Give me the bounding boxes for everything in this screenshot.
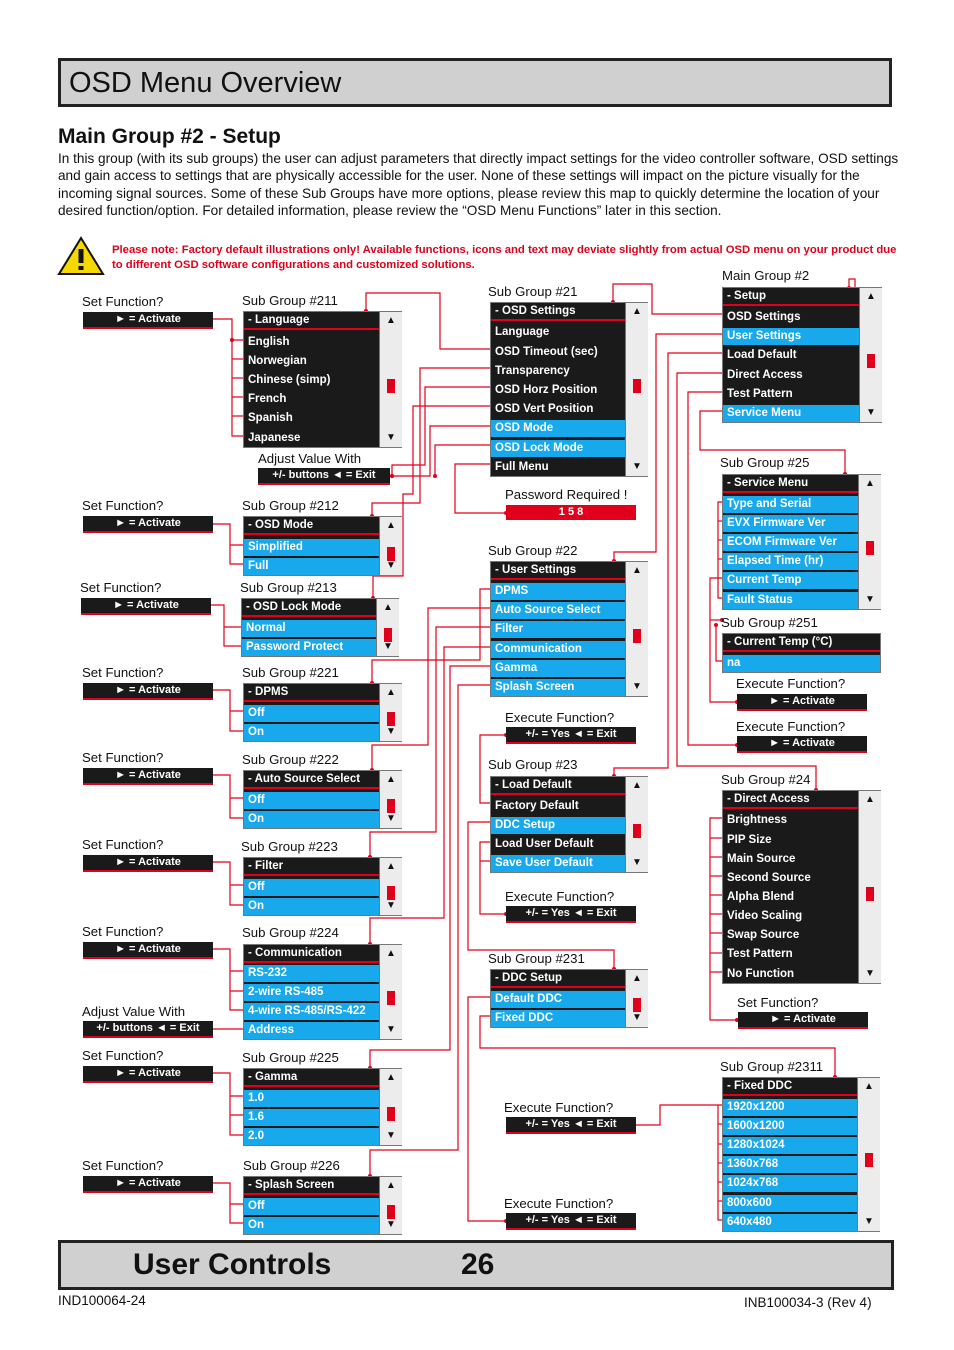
scroll-down-icon[interactable]: ▼ xyxy=(632,681,642,692)
m22-title: Sub Group #22 xyxy=(488,543,578,558)
scroll-thumb[interactable] xyxy=(865,1153,873,1167)
scroll-up-icon[interactable]: ▲ xyxy=(383,602,393,613)
m225-menu-header: - Gamma xyxy=(244,1069,379,1087)
m224-menu xyxy=(243,944,402,1040)
m222-menu-header: - Auto Source Select xyxy=(244,771,379,789)
m211-menu-item[interactable]: Norwegian xyxy=(248,355,307,367)
m221-menu-header: - DPMS xyxy=(244,684,379,702)
m2311-scrollbar[interactable] xyxy=(857,1078,880,1231)
activate-221[interactable]: ► = Activate xyxy=(83,683,213,700)
m226-title: Sub Group #226 xyxy=(243,1158,340,1173)
m22-menu-header: - User Settings xyxy=(491,562,625,580)
m225-scrollbar[interactable] xyxy=(379,1069,402,1145)
m222-menu-item[interactable]: Off xyxy=(244,792,379,809)
m21-menu-header: - OSD Settings xyxy=(491,303,625,321)
m224-menu-item[interactable]: 4-wire RS-485/RS-422 xyxy=(244,1003,379,1020)
m22-scrollbar[interactable] xyxy=(625,562,648,696)
m2311-menu-item[interactable]: 1024x768 xyxy=(723,1175,857,1192)
password-required-label: Password Required ! xyxy=(505,487,628,502)
m213-menu-item[interactable]: Password Protect xyxy=(242,639,376,656)
scroll-down-icon[interactable]: ▼ xyxy=(386,726,396,737)
scroll-up-icon[interactable]: ▲ xyxy=(865,478,875,489)
m231-menu xyxy=(490,969,648,1028)
m251-menu-item[interactable]: na xyxy=(723,655,880,672)
activate-225[interactable]: ► = Activate xyxy=(83,1066,213,1083)
m225-title: Sub Group #225 xyxy=(242,1050,339,1065)
m22-menu-item[interactable]: Communication xyxy=(491,641,625,658)
m212-menu-item[interactable]: Simplified xyxy=(244,539,379,556)
m25-menu-item[interactable]: Fault Status xyxy=(723,592,858,609)
adjust-value-label-211: Adjust Value With xyxy=(258,451,362,466)
m251-menu xyxy=(722,633,881,673)
m211-menu-header: - Language xyxy=(244,312,379,330)
m21-menu-item[interactable]: Full Menu xyxy=(495,461,549,473)
m225-menu-item[interactable]: 1.6 xyxy=(244,1109,379,1126)
m211-menu-item[interactable]: English xyxy=(248,336,290,348)
m2-menu-item[interactable]: OSD Settings xyxy=(727,311,801,323)
m24-menu-item[interactable]: Alpha Blend xyxy=(727,891,795,903)
m211-menu-item[interactable]: French xyxy=(248,393,287,405)
m24-menu-item[interactable]: Main Source xyxy=(727,853,796,865)
scroll-down-icon[interactable]: ▼ xyxy=(865,594,875,605)
page-number: 26 xyxy=(461,1248,495,1281)
m23-scrollbar[interactable] xyxy=(625,777,648,872)
execute-label-default-ddc: Execute Function? xyxy=(504,1196,614,1211)
m25-menu-item[interactable]: Elapsed Time (hr) xyxy=(723,553,858,570)
m24-menu-item[interactable]: Second Source xyxy=(727,872,811,884)
m21-menu-item[interactable]: OSD Lock Mode xyxy=(491,440,625,457)
m213-menu-item[interactable]: Normal xyxy=(242,620,376,637)
yes-exit-user-default[interactable]: +/- = Yes ◄ = Exit xyxy=(506,906,636,923)
m25-title: Sub Group #25 xyxy=(720,455,810,470)
set-function-label-24: Set Function? xyxy=(737,995,819,1010)
m222-title: Sub Group #222 xyxy=(242,752,339,767)
m226-menu-item[interactable]: On xyxy=(244,1217,379,1234)
m2311-title: Sub Group #2311 xyxy=(720,1059,824,1074)
m22-menu xyxy=(490,561,648,697)
m226-menu-header: - Splash Screen xyxy=(244,1177,379,1195)
m25-menu-header: - Service Menu xyxy=(723,475,858,493)
scroll-down-icon[interactable]: ▼ xyxy=(386,1024,396,1035)
m23-menu xyxy=(490,776,648,873)
yes-exit-factory[interactable]: +/- = Yes ◄ = Exit xyxy=(506,727,636,744)
set-function-label-223: Set Function? xyxy=(82,837,164,852)
m223-menu-header: - Filter xyxy=(244,858,379,876)
m21-menu-item[interactable]: Language xyxy=(495,326,550,338)
activate-211[interactable]: ► = Activate xyxy=(83,312,213,329)
connector-line xyxy=(392,387,494,476)
m225-menu-item[interactable]: 1.0 xyxy=(244,1090,379,1107)
m221-title: Sub Group #221 xyxy=(242,665,339,680)
connector-dot xyxy=(433,474,437,478)
m2-menu-item[interactable]: Test Pattern xyxy=(727,388,793,400)
set-function-label-222: Set Function? xyxy=(82,750,164,765)
scroll-thumb[interactable] xyxy=(633,824,641,838)
scroll-up-icon[interactable]: ▲ xyxy=(386,861,396,872)
activate-224[interactable]: ► = Activate xyxy=(83,942,213,959)
m2311-menu-header: - Fixed DDC xyxy=(723,1078,857,1096)
m223-menu-item[interactable]: Off xyxy=(244,879,379,896)
yes-exit-fixed-ddc[interactable]: +/- = Yes ◄ = Exit xyxy=(506,1117,636,1134)
scroll-up-icon[interactable]: ▲ xyxy=(386,1072,396,1083)
activate-226[interactable]: ► = Activate xyxy=(83,1176,213,1193)
m223-title: Sub Group #223 xyxy=(241,839,338,854)
connector-dot xyxy=(390,474,394,478)
execute-label-fixed-ddc: Execute Function? xyxy=(504,1100,614,1115)
scroll-down-icon[interactable]: ▼ xyxy=(386,560,396,571)
m24-menu-item[interactable]: No Function xyxy=(727,968,795,980)
m25-scrollbar[interactable] xyxy=(858,475,881,609)
m24-scrollbar[interactable] xyxy=(858,791,881,983)
m2311-menu-item[interactable]: 800x600 xyxy=(723,1195,857,1212)
m2-title: Main Group #2 xyxy=(722,268,810,283)
set-function-label-224: Set Function? xyxy=(82,924,164,939)
scroll-up-icon[interactable]: ▲ xyxy=(866,291,876,302)
m213-scrollbar[interactable] xyxy=(376,599,399,656)
m213-menu xyxy=(241,598,399,657)
m226-menu xyxy=(243,1176,402,1235)
m224-menu-item[interactable]: 2-wire RS-485 xyxy=(244,984,379,1001)
activate-223[interactable]: ► = Activate xyxy=(83,855,213,872)
m231-scrollbar[interactable] xyxy=(625,970,648,1027)
scroll-down-icon[interactable]: ▼ xyxy=(632,461,642,472)
connector-line xyxy=(392,426,494,476)
m2-menu-item[interactable]: Load Default xyxy=(727,349,797,361)
scroll-down-icon[interactable]: ▼ xyxy=(386,813,396,824)
page-title: OSD Menu Overview xyxy=(69,67,342,99)
m24-menu-item[interactable]: Brightness xyxy=(727,814,788,826)
set-function-label-225: Set Function? xyxy=(82,1048,164,1063)
m25-menu-item[interactable]: ECOM Firmware Ver xyxy=(723,534,858,551)
m22-menu-item[interactable]: Splash Screen xyxy=(491,679,625,696)
set-function-label-212: Set Function? xyxy=(82,498,164,513)
scroll-up-icon[interactable]: ▲ xyxy=(386,687,396,698)
m24-menu xyxy=(722,790,881,984)
adjust-buttons-211[interactable]: +/- buttons ◄ = Exit xyxy=(258,468,390,485)
m23-menu-item[interactable]: Load User Default xyxy=(495,838,594,850)
scroll-thumb[interactable] xyxy=(387,379,395,393)
m222-scrollbar[interactable] xyxy=(379,771,402,828)
execute-label-current-temp: Execute Function? xyxy=(736,676,846,691)
footer-section: User Controls xyxy=(133,1248,332,1281)
m2-menu-item[interactable]: Service Menu xyxy=(723,405,859,422)
execute-label-user-default: Execute Function? xyxy=(505,889,615,904)
m212-scrollbar[interactable] xyxy=(379,517,402,575)
scroll-up-icon[interactable]: ▲ xyxy=(632,306,642,317)
m2311-menu-item[interactable]: 1360x768 xyxy=(723,1156,857,1173)
connector-line xyxy=(435,445,494,476)
scroll-thumb[interactable] xyxy=(633,379,641,393)
scroll-down-icon[interactable]: ▼ xyxy=(383,641,393,652)
m24-menu-item[interactable]: PIP Size xyxy=(727,834,772,846)
m2-menu xyxy=(722,287,882,423)
m21-menu-item[interactable]: OSD Mode xyxy=(491,420,625,437)
m23-title: Sub Group #23 xyxy=(488,757,578,772)
scroll-thumb[interactable] xyxy=(387,1107,395,1121)
connector-dot xyxy=(714,623,718,627)
m222-menu-item[interactable]: On xyxy=(244,811,379,828)
connector-line xyxy=(468,997,506,1221)
m223-scrollbar[interactable] xyxy=(379,858,402,915)
m223-menu xyxy=(243,857,402,916)
scroll-up-icon[interactable]: ▲ xyxy=(386,774,396,785)
scroll-up-icon[interactable]: ▲ xyxy=(386,520,396,531)
activate-222[interactable]: ► = Activate xyxy=(83,768,213,785)
m2311-menu-item[interactable]: 1920x1200 xyxy=(723,1099,857,1116)
scroll-down-icon[interactable]: ▼ xyxy=(632,1012,642,1023)
scroll-down-icon[interactable]: ▼ xyxy=(866,407,876,418)
m22-menu-item[interactable]: Gamma xyxy=(491,660,625,677)
activate-212[interactable]: ► = Activate xyxy=(83,516,213,533)
scroll-up-icon[interactable]: ▲ xyxy=(386,1180,396,1191)
m211-menu-item[interactable]: Chinese (simp) xyxy=(248,374,331,386)
scroll-up-icon[interactable]: ▲ xyxy=(864,1081,874,1092)
m225-menu xyxy=(243,1068,402,1146)
m221-menu xyxy=(243,683,402,742)
scroll-up-icon[interactable]: ▲ xyxy=(386,948,396,959)
m211-menu-item[interactable]: Japanese xyxy=(248,432,301,444)
m221-menu-item[interactable]: On xyxy=(244,724,379,741)
m211-menu-item[interactable]: Spanish xyxy=(248,412,293,424)
m212-title: Sub Group #212 xyxy=(242,498,339,513)
m226-menu-item[interactable]: Off xyxy=(244,1198,379,1215)
scroll-thumb[interactable] xyxy=(867,354,875,368)
m231-menu-item[interactable]: Default DDC xyxy=(491,991,625,1008)
scroll-down-icon[interactable]: ▼ xyxy=(632,857,642,868)
connector-line xyxy=(636,1105,726,1125)
activate-fault-status[interactable]: ► = Activate xyxy=(737,736,867,753)
m224-menu-header: - Communication xyxy=(244,945,379,963)
m25-menu-item[interactable]: Type and Serial xyxy=(723,496,858,513)
execute-label-factory: Execute Function? xyxy=(505,710,615,725)
m23-menu-item[interactable]: DDC Setup xyxy=(491,817,625,834)
m22-menu-item[interactable]: Filter xyxy=(491,621,625,638)
warning-note: Please note: Factory default illustrations only! Available functions, icons and text may deviate slightly from actual OSD menu on your product due to different OSD software configurations and customized solutions. xyxy=(112,244,897,271)
m23-menu-header: - Load Default xyxy=(491,777,625,795)
scroll-down-icon[interactable]: ▼ xyxy=(864,1216,874,1227)
footer-bar xyxy=(58,1240,894,1290)
m224-scrollbar[interactable] xyxy=(379,945,402,1039)
m21-menu-item[interactable]: OSD Horz Position xyxy=(495,384,598,396)
m222-menu xyxy=(243,770,402,829)
scroll-thumb[interactable] xyxy=(387,991,395,1005)
m22-menu-item[interactable]: Auto Source Select xyxy=(491,602,625,619)
m23-menu-item[interactable]: Factory Default xyxy=(495,800,579,812)
yes-exit-default-ddc[interactable]: +/- = Yes ◄ = Exit xyxy=(506,1213,636,1230)
m2-menu-item[interactable]: Direct Access xyxy=(727,369,803,381)
m2-menu-item[interactable]: User Settings xyxy=(723,328,859,345)
scroll-thumb[interactable] xyxy=(866,541,874,555)
m224-menu-item[interactable]: Address xyxy=(244,1022,379,1039)
activate-current-temp[interactable]: ► = Activate xyxy=(737,694,867,711)
scroll-up-icon[interactable]: ▲ xyxy=(386,315,396,326)
m2311-menu xyxy=(722,1077,880,1232)
document-code-left: IND100064-24 xyxy=(58,1293,146,1308)
scroll-down-icon[interactable]: ▼ xyxy=(386,432,396,443)
m212-menu-header: - OSD Mode xyxy=(244,517,379,535)
activate-213[interactable]: ► = Activate xyxy=(81,598,211,615)
m2-scrollbar[interactable] xyxy=(859,288,882,422)
m25-menu-item[interactable]: Current Temp xyxy=(723,572,858,589)
m211-title: Sub Group #211 xyxy=(242,293,338,308)
m24-menu-item[interactable]: Swap Source xyxy=(727,929,800,941)
m231-menu-header: - DDC Setup xyxy=(491,970,625,988)
m212-menu xyxy=(243,516,402,576)
password-digits[interactable]: 1 5 8 xyxy=(506,505,636,520)
m21-menu xyxy=(490,302,648,477)
m21-title: Sub Group #21 xyxy=(488,284,578,299)
scroll-thumb[interactable] xyxy=(633,629,641,643)
m223-menu-item[interactable]: On xyxy=(244,898,379,915)
m24-menu-item[interactable]: Test Pattern xyxy=(727,948,793,960)
m24-menu-item[interactable]: Video Scaling xyxy=(727,910,803,922)
m2311-menu-item[interactable]: 1280x1024 xyxy=(723,1137,857,1154)
section-heading: Main Group #2 - Setup xyxy=(58,125,281,148)
set-function-label-213: Set Function? xyxy=(80,580,162,595)
m24-menu-header: - Direct Access xyxy=(723,791,858,809)
set-function-label-221: Set Function? xyxy=(82,665,164,680)
scroll-down-icon[interactable]: ▼ xyxy=(386,1219,396,1230)
m226-scrollbar[interactable] xyxy=(379,1177,402,1234)
m2-menu-header: - Setup xyxy=(723,288,859,306)
m25-menu-item[interactable]: EVX Firmware Ver xyxy=(723,515,858,532)
scroll-thumb[interactable] xyxy=(866,887,874,901)
scroll-up-icon[interactable]: ▲ xyxy=(865,794,875,805)
m21-menu-item[interactable]: Transparency xyxy=(495,365,570,377)
scroll-up-icon[interactable]: ▲ xyxy=(632,565,642,576)
scroll-up-icon[interactable]: ▲ xyxy=(632,973,642,984)
scroll-down-icon[interactable]: ▼ xyxy=(865,968,875,979)
m21-scrollbar[interactable] xyxy=(625,303,648,476)
document-code-right: INB100034-3 (Rev 4) xyxy=(744,1295,872,1310)
m213-menu-header: - OSD Lock Mode xyxy=(242,599,376,617)
m25-menu xyxy=(722,474,881,610)
m211-scrollbar[interactable] xyxy=(379,312,402,447)
connector-line xyxy=(213,319,232,340)
set-function-label-211: Set Function? xyxy=(82,294,164,309)
execute-label-fault-status: Execute Function? xyxy=(736,719,846,734)
m231-title: Sub Group #231 xyxy=(488,951,585,966)
m24-title: Sub Group #24 xyxy=(721,772,811,787)
set-function-label-226: Set Function? xyxy=(82,1158,164,1173)
m21-menu-item[interactable]: OSD Timeout (sec) xyxy=(495,346,598,358)
m225-menu-item[interactable]: 2.0 xyxy=(244,1128,379,1145)
connector-dot xyxy=(230,338,234,342)
m221-menu-item[interactable]: Off xyxy=(244,705,379,722)
scroll-down-icon[interactable]: ▼ xyxy=(386,900,396,911)
m251-menu-header: - Current Temp (°C) xyxy=(723,634,880,652)
adjust-value-label-224: Adjust Value With xyxy=(82,1004,186,1019)
m224-menu-item[interactable]: RS-232 xyxy=(244,965,379,982)
scroll-down-icon[interactable]: ▼ xyxy=(386,1130,396,1141)
intro-paragraph: In this group (with its sub groups) the user can adjust parameters that directly impact settings for the video controller software, OSD settings and gain access to settings that are physically accessible for the user. None of these settings will impact on the picture visually for the incoming signal sources. Some of these Sub Groups have more options, please review this map to quickly determine the location of your desired function/option. For detailed information, please review the “OSD Menu Functions” later in this section. xyxy=(58,151,899,219)
m224-title: Sub Group #224 xyxy=(242,925,339,940)
m251-title: Sub Group #251 xyxy=(721,615,818,630)
m231-menu-item[interactable]: Fixed DDC xyxy=(491,1010,625,1027)
adjust-buttons-224[interactable]: +/- buttons ◄ = Exit xyxy=(83,1021,213,1038)
m213-title: Sub Group #213 xyxy=(240,580,337,595)
m2311-menu-item[interactable]: 640x480 xyxy=(723,1214,857,1231)
m22-menu-item[interactable]: DPMS xyxy=(491,583,625,600)
m211-menu xyxy=(243,311,402,448)
m212-menu-item[interactable]: Full xyxy=(244,558,379,575)
m23-menu-item[interactable]: Save User Default xyxy=(491,855,625,872)
m221-scrollbar[interactable] xyxy=(379,684,402,741)
m2311-menu-item[interactable]: 1600x1200 xyxy=(723,1118,857,1135)
scroll-up-icon[interactable]: ▲ xyxy=(632,780,642,791)
activate-24[interactable]: ► = Activate xyxy=(738,1012,868,1029)
m21-menu-item[interactable]: OSD Vert Position xyxy=(495,403,594,415)
